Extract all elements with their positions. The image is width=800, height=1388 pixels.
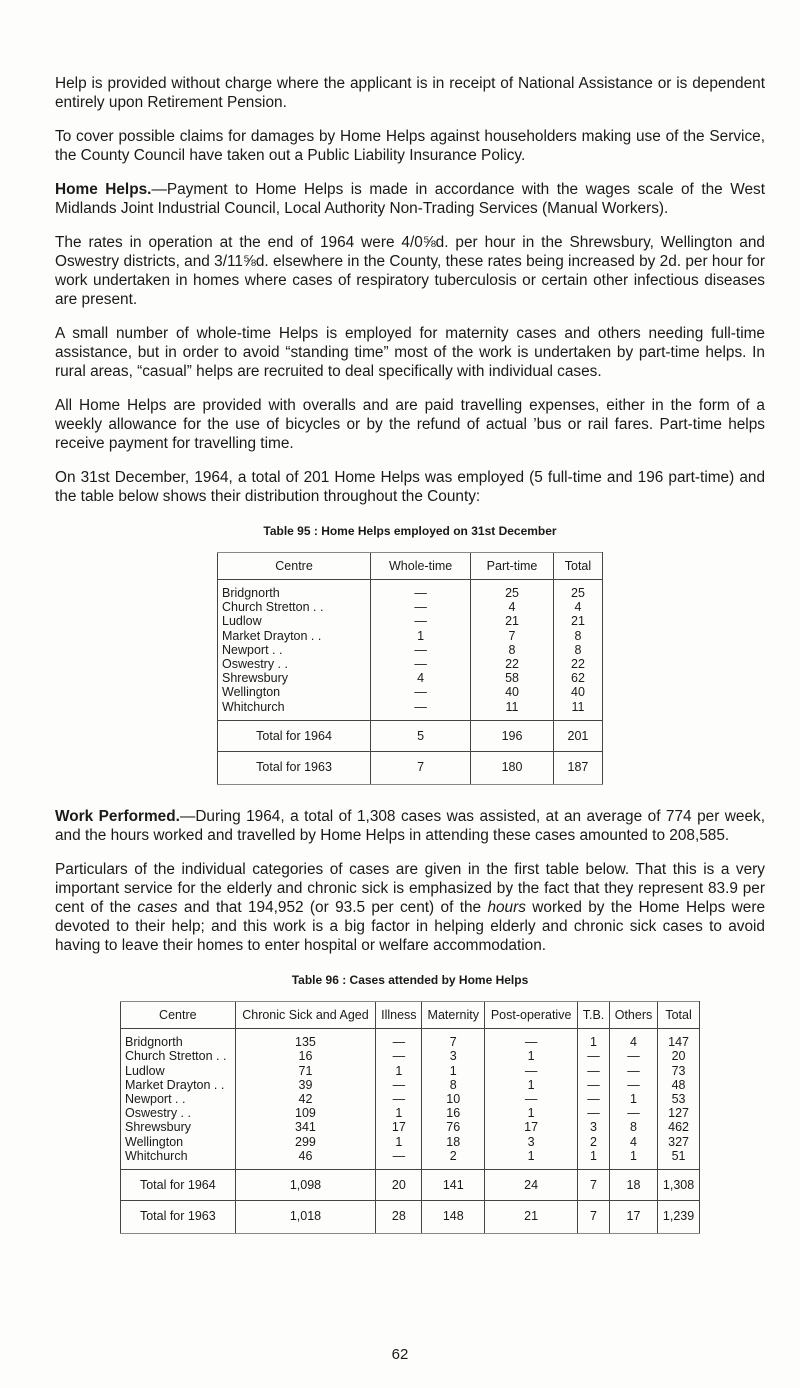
table-row (218, 700, 603, 721)
value-cell: 3 (485, 1135, 578, 1149)
particulars-text-1: Particulars of the individual categories of cases are given in the first table below. That this is a very important service for the elderly and chronic sick is emphasized by the fact that they represent 83.9 per cent of the (55, 861, 765, 917)
table-96-cases-attended (120, 1001, 700, 1234)
value-cell: 1 (485, 1078, 578, 1092)
value-cell: 17 (485, 1120, 578, 1134)
centre-cell: Church Stretton . . (218, 600, 371, 614)
column-header: T.B. (578, 1002, 610, 1029)
value-cell: 299 (235, 1135, 376, 1149)
value-cell: 1 (376, 1106, 422, 1120)
total-value-cell: 7 (371, 752, 471, 785)
value-cell: 11 (471, 700, 554, 721)
centre-cell: Market Drayton . . (218, 629, 371, 643)
value-cell: 327 (658, 1135, 700, 1149)
value-cell: 1 (609, 1092, 657, 1106)
value-cell: 40 (553, 685, 602, 699)
table-96-caption: Table 96 : Cases attended by Home Helps (291, 973, 529, 988)
value-cell: 4 (371, 671, 471, 685)
paragraph-work-performed (55, 807, 765, 845)
total-value-cell: 180 (471, 752, 554, 785)
total-row (218, 752, 603, 785)
paragraph-national-assistance: Help is provided without charge where the applicant is in receipt of National Assistance or is dependent entirely upon Retirement Pension. (55, 75, 765, 111)
total-value-cell: 24 (485, 1170, 578, 1201)
value-cell: 1 (376, 1064, 422, 1078)
paragraph-liability-insurance: To cover possible claims for damages by Home Helps against householders making use of the Service, the County Council have taken out a Public Liability Insurance Policy. (55, 128, 765, 164)
total-value-cell: 5 (371, 720, 471, 751)
centre-cell: Oswestry . . (121, 1106, 236, 1120)
table-row (121, 1106, 700, 1120)
value-cell: 2 (578, 1135, 610, 1149)
centre-cell: Wellington (121, 1135, 236, 1149)
value-cell: 8 (422, 1078, 485, 1092)
value-cell: 22 (471, 657, 554, 671)
particulars-text-3: worked by the Home Helps were devoted to their help; and this work is a big factor in helping elderly and chronic sick cases to avoid having to leave their homes to enter hospital or welfare accommodation. (55, 899, 766, 955)
value-cell: — (578, 1064, 610, 1078)
value-cell: — (371, 600, 471, 614)
particulars-emphasis-cases: cases (137, 899, 178, 917)
value-cell: 42 (235, 1092, 376, 1106)
value-cell: 341 (235, 1120, 376, 1134)
column-header: Illness (376, 1002, 422, 1029)
total-value-cell: 1,308 (658, 1170, 700, 1201)
value-cell: 7 (422, 1029, 485, 1050)
value-cell: — (578, 1092, 610, 1106)
value-cell: — (578, 1049, 610, 1063)
value-cell: 1 (376, 1135, 422, 1149)
paragraph-particulars (55, 860, 765, 955)
table-row (121, 1049, 700, 1063)
value-cell: 51 (658, 1149, 700, 1170)
total-label-cell: Total for 1964 (121, 1170, 236, 1201)
total-value-cell: 1,098 (235, 1170, 376, 1201)
column-header: Chronic Sick and Aged (235, 1002, 376, 1029)
table-row (121, 1078, 700, 1092)
table-row (121, 1149, 700, 1170)
table-row (218, 629, 603, 643)
column-header: Centre (121, 1002, 236, 1029)
centre-cell: Shrewsbury (218, 671, 371, 685)
value-cell: 4 (609, 1135, 657, 1149)
value-cell: 73 (658, 1064, 700, 1078)
table-row (121, 1092, 700, 1106)
value-cell: 21 (471, 614, 554, 628)
value-cell: 1 (578, 1149, 610, 1170)
total-value-cell: 1,239 (658, 1201, 700, 1234)
value-cell: 1 (485, 1106, 578, 1120)
page-number: 62 (391, 1346, 409, 1363)
work-performed-heading: Work Performed. (55, 808, 180, 826)
value-cell: — (485, 1064, 578, 1078)
centre-cell: Newport . . (218, 643, 371, 657)
table-95-home-helps-employed (217, 552, 603, 785)
value-cell: 1 (422, 1064, 485, 1078)
column-header: Total (658, 1002, 700, 1029)
total-value-cell: 201 (553, 720, 602, 751)
total-label-cell: Total for 1963 (218, 752, 371, 785)
value-cell: — (609, 1064, 657, 1078)
table-row (121, 1029, 700, 1050)
value-cell: 20 (658, 1049, 700, 1063)
page-body (55, 74, 765, 1234)
value-cell: 10 (422, 1092, 485, 1106)
total-row (121, 1170, 700, 1201)
value-cell: — (609, 1106, 657, 1120)
column-header: Whole-time (371, 553, 471, 580)
value-cell: 58 (471, 671, 554, 685)
value-cell: 11 (553, 700, 602, 721)
total-value-cell: 21 (485, 1201, 578, 1234)
centre-cell: Market Drayton . . (121, 1078, 236, 1092)
total-value-cell: 18 (609, 1170, 657, 1201)
value-cell: 71 (235, 1064, 376, 1078)
total-value-cell: 196 (471, 720, 554, 751)
table-row (218, 671, 603, 685)
value-cell: 25 (553, 580, 602, 601)
value-cell: 62 (553, 671, 602, 685)
value-cell: 4 (609, 1029, 657, 1050)
column-header: Others (609, 1002, 657, 1029)
value-cell: 8 (471, 643, 554, 657)
total-value-cell: 141 (422, 1170, 485, 1201)
total-value-cell: 187 (553, 752, 602, 785)
total-value-cell: 148 (422, 1201, 485, 1234)
table-row (218, 643, 603, 657)
value-cell: 17 (376, 1120, 422, 1134)
value-cell: 2 (422, 1149, 485, 1170)
work-performed-text: —During 1964, a total of 1,308 cases was assisted, at an average of 774 per week, and the hours worked and travelled by Home Helps in attending these cases amounted to 208,585. (55, 808, 765, 845)
table-row (218, 685, 603, 699)
value-cell: 4 (553, 600, 602, 614)
value-cell: 1 (485, 1149, 578, 1170)
value-cell: — (376, 1049, 422, 1063)
value-cell: 3 (578, 1120, 610, 1134)
home-helps-text: —Payment to Home Helps is made in accordance with the wages scale of the West Midlands Joint Industrial Council, Local Authority Non-Trading Services (Manual Workers). (55, 181, 765, 217)
value-cell: — (485, 1092, 578, 1106)
centre-cell: Newport . . (121, 1092, 236, 1106)
column-header: Post-operative (485, 1002, 578, 1029)
paragraph-home-helps (55, 180, 765, 218)
value-cell: — (371, 685, 471, 699)
value-cell: 18 (422, 1135, 485, 1149)
paragraph-rates: The rates in operation at the end of 1964 were 4/0⅝d. per hour in the Shrewsbury, Wellington and Oswestry districts, and 3/11⅝d. elsewhere in the County, these rates being increased by 2d. per hour for work undertaken in homes where cases of respiratory tuberculosis or certain other infectious diseases are present. (55, 234, 765, 308)
value-cell: 1 (485, 1049, 578, 1063)
table-95-caption: Table 95 : Home Helps employed on 31st December (263, 524, 557, 538)
table-row (218, 657, 603, 671)
column-header: Centre (218, 553, 371, 580)
value-cell: 76 (422, 1120, 485, 1134)
value-cell: 1 (609, 1149, 657, 1170)
value-cell: 147 (658, 1029, 700, 1050)
total-label-cell: Total for 1964 (218, 720, 371, 751)
value-cell: — (376, 1078, 422, 1092)
particulars-emphasis-hours: hours (487, 899, 526, 917)
value-cell: — (609, 1078, 657, 1092)
value-cell: — (609, 1049, 657, 1063)
value-cell: 25 (471, 580, 554, 601)
total-value-cell: 7 (578, 1201, 610, 1234)
value-cell: 53 (658, 1092, 700, 1106)
value-cell: 462 (658, 1120, 700, 1134)
total-row (218, 720, 603, 751)
value-cell: 16 (235, 1049, 376, 1063)
total-label-cell: Total for 1963 (121, 1201, 236, 1234)
value-cell: 8 (609, 1120, 657, 1134)
value-cell: — (376, 1092, 422, 1106)
total-value-cell: 1,018 (235, 1201, 376, 1234)
value-cell: 135 (235, 1029, 376, 1050)
total-value-cell: 20 (376, 1170, 422, 1201)
value-cell: 48 (658, 1078, 700, 1092)
value-cell: — (578, 1078, 610, 1092)
table-row (218, 580, 603, 601)
centre-cell: Oswestry . . (218, 657, 371, 671)
paragraph-total-employed: On 31st December, 1964, a total of 201 Home Helps was employed (5 full-time and 196 part-time) and the table below shows their distribution throughout the County: (55, 469, 765, 505)
total-value-cell: 7 (578, 1170, 610, 1201)
value-cell: — (371, 580, 471, 601)
value-cell: 8 (553, 643, 602, 657)
value-cell: — (578, 1106, 610, 1120)
value-cell: 1 (371, 629, 471, 643)
centre-cell: Wellington (218, 685, 371, 699)
centre-cell: Ludlow (218, 614, 371, 628)
paragraph-overalls-expenses: All Home Helps are provided with overalls and are paid travelling expenses, either in the form of a weekly allowance for the use of bicycles or by the refund of actual ’bus or rail fares. Part-time helps receive payment for travelling time. (55, 397, 765, 452)
table-row (218, 614, 603, 628)
value-cell: 46 (235, 1149, 376, 1170)
value-cell: 3 (422, 1049, 485, 1063)
centre-cell: Church Stretton . . (121, 1049, 236, 1063)
column-header: Maternity (422, 1002, 485, 1029)
value-cell: 7 (471, 629, 554, 643)
value-cell: — (376, 1149, 422, 1170)
centre-cell: Bridgnorth (121, 1029, 236, 1050)
value-cell: — (371, 614, 471, 628)
column-header: Part-time (471, 553, 554, 580)
table-row (121, 1064, 700, 1078)
total-value-cell: 17 (609, 1201, 657, 1234)
centre-cell: Whitchurch (121, 1149, 236, 1170)
particulars-text-2: and that 194,952 (or 93.5 per cent) of the (177, 899, 488, 917)
centre-cell: Whitchurch (218, 700, 371, 721)
home-helps-heading: Home Helps. (55, 181, 152, 198)
table-row (121, 1120, 700, 1134)
value-cell: 109 (235, 1106, 376, 1120)
value-cell: 22 (553, 657, 602, 671)
centre-cell: Shrewsbury (121, 1120, 236, 1134)
value-cell: 21 (553, 614, 602, 628)
value-cell: 16 (422, 1106, 485, 1120)
column-header: Total (553, 553, 602, 580)
value-cell: 40 (471, 685, 554, 699)
value-cell: — (485, 1029, 578, 1050)
centre-cell: Ludlow (121, 1064, 236, 1078)
value-cell: 8 (553, 629, 602, 643)
value-cell: 1 (578, 1029, 610, 1050)
value-cell: — (371, 700, 471, 721)
value-cell: — (371, 657, 471, 671)
total-value-cell: 28 (376, 1201, 422, 1234)
value-cell: 4 (471, 600, 554, 614)
table-row (121, 1135, 700, 1149)
value-cell: — (371, 643, 471, 657)
value-cell: 127 (658, 1106, 700, 1120)
total-row (121, 1201, 700, 1234)
centre-cell: Bridgnorth (218, 580, 371, 601)
paragraph-whole-time-helps: A small number of whole-time Helps is employed for maternity cases and others needing full-time assistance, but in order to avoid “standing time” most of the work is undertaken by part-time helps. In rural areas, “casual” helps are recruited to deal specifically with individual cases. (55, 325, 765, 380)
table-row (218, 600, 603, 614)
value-cell: 39 (235, 1078, 376, 1092)
value-cell: — (376, 1029, 422, 1050)
